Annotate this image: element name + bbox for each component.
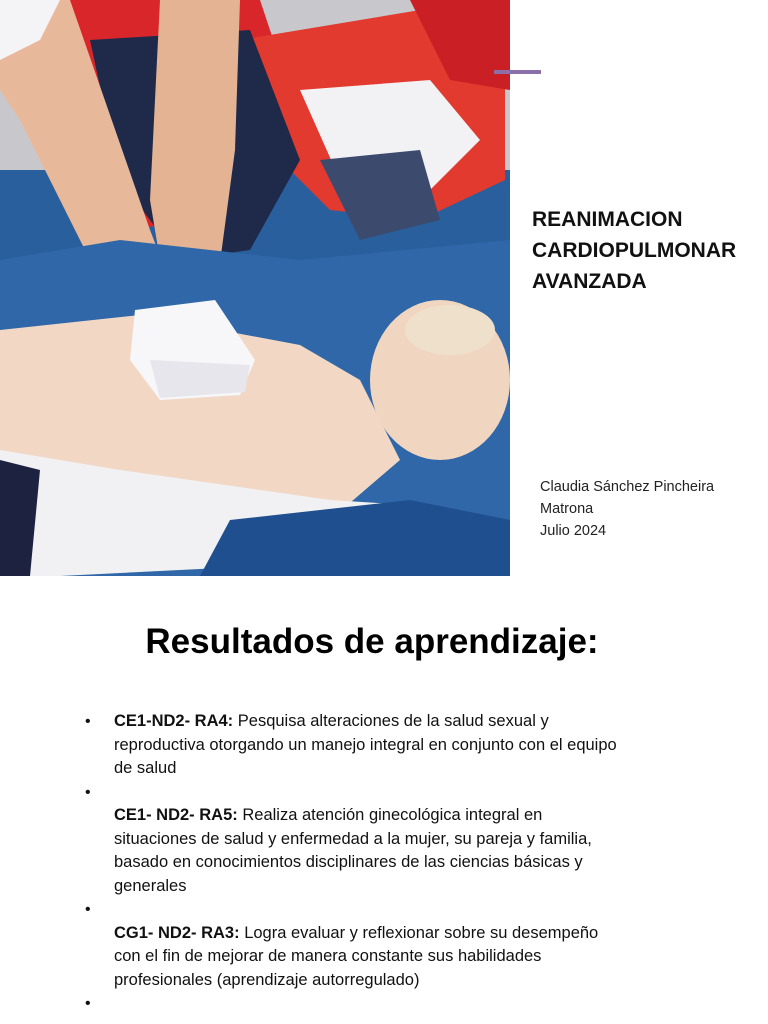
- outcome-text: Pesquisa alteraciones de la salud sexual y reproductiva otorgando un manejo integral en conjunto con el equipo de salud: [114, 712, 617, 777]
- outcome-item: [85, 922, 625, 993]
- outcomes-heading: Resultados de aprendizaje:: [145, 622, 599, 661]
- outcome-text: Logra evaluar y reflexionar sobre su desempeño con el fin de mejorar de manera constante sus habilidades profesionales (aprendizaje autorregulado): [114, 923, 599, 989]
- outcome-text: Realiza atención ginecológica integral en situaciones de salud y enfermedad a la mujer, su pareja y familia, basado en conocimientos disciplinares de las ciencias básicas y generales: [114, 806, 592, 895]
- outcomes-list: [85, 710, 625, 1016]
- bullet: •: [85, 713, 91, 730]
- accent-bar: [494, 70, 541, 74]
- title-line-1: REANIMACION: [532, 208, 683, 231]
- empty-bullet-item: [85, 898, 625, 922]
- title-line-3: AVANZADA: [532, 270, 647, 293]
- bullet: •: [85, 783, 91, 801]
- empty-bullet-item: [85, 781, 625, 805]
- author-role: Matrona: [540, 501, 594, 517]
- empty-bullet-item: [85, 992, 625, 1016]
- author-block: [540, 476, 714, 542]
- cpr-illustration: [0, 0, 510, 576]
- bullet: •: [85, 995, 91, 1012]
- outcome-item: [85, 804, 625, 898]
- outcomes-slide: [0, 576, 768, 1024]
- title-line-2: CARDIOPULMONAR: [532, 239, 737, 262]
- outcome-code: CG1- ND2- RA3:: [114, 923, 240, 942]
- author-name: Claudia Sánchez Pincheira: [540, 479, 715, 495]
- outcome-item: [85, 710, 625, 781]
- outcome-code: CE1- ND2- RA5:: [114, 806, 238, 824]
- presentation-date: Julio 2024: [540, 523, 607, 539]
- outcome-code: CE1-ND2- RA4:: [114, 712, 234, 730]
- bullet: •: [85, 901, 91, 918]
- slide-title: [532, 204, 768, 297]
- cpr-photo: [0, 0, 510, 576]
